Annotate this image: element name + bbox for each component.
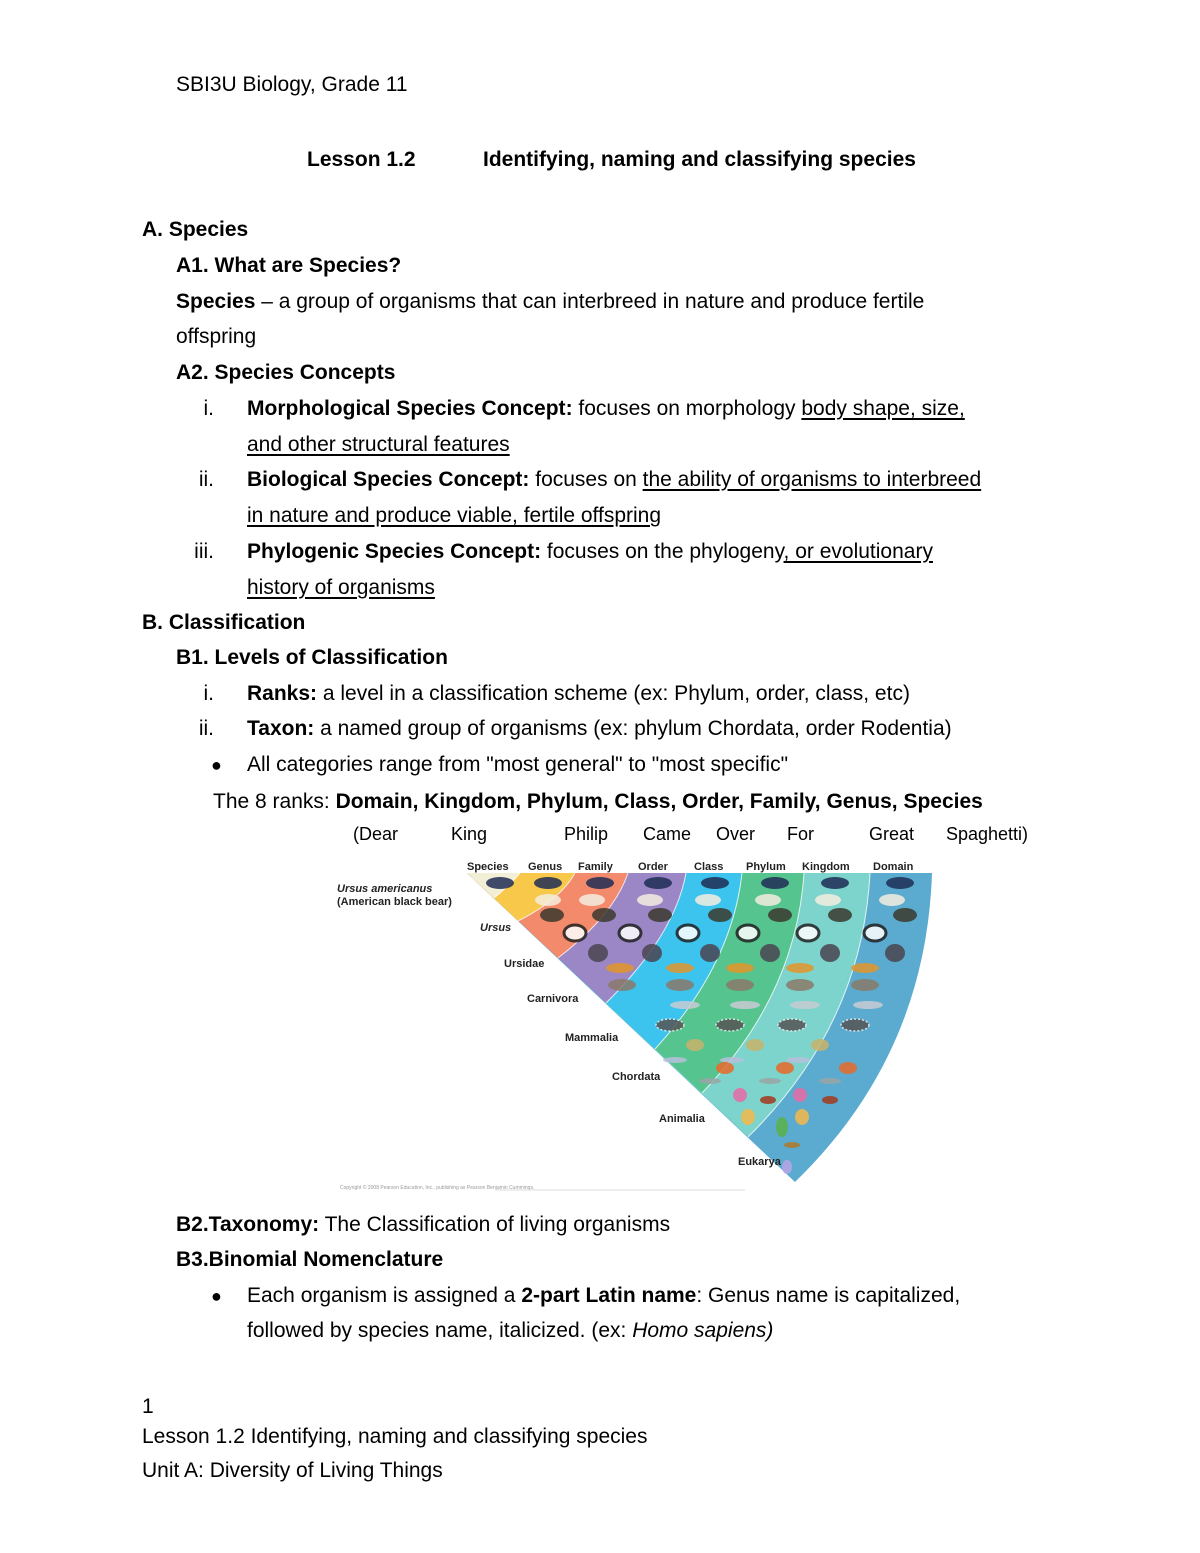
b2-heading: B2.Taxonomy: — [176, 1213, 320, 1236]
b2-taxonomy — [176, 1212, 670, 1238]
underlined-answer-cont: in nature and produce viable, fertile offspring — [247, 504, 662, 527]
mnemonic-word: Philip — [564, 824, 609, 844]
example-homo-sapiens: Homo sapiens) — [632, 1319, 774, 1342]
section-a-heading: A. Species — [142, 218, 249, 241]
ranks-label: The 8 ranks: — [213, 790, 336, 813]
course-header: SBI3U Biology, Grade 11 — [176, 73, 408, 96]
header-species: Species — [467, 861, 509, 873]
underlined-answer: the ability of organisms to interbreed — [642, 468, 982, 491]
list-number: iii. — [194, 540, 214, 563]
bullet-icon: ● — [211, 755, 222, 775]
header-phylum: Phylum — [746, 861, 786, 873]
morphological-concept: Morphological Species Concept: focuses on morphology body shape, size, — [247, 397, 965, 420]
underlined-answer: body shape, size, — [801, 397, 965, 420]
concept-term: Biological Species Concept: — [247, 468, 530, 491]
mnemonic-word: Came — [643, 824, 692, 844]
latin-name-term: 2-part Latin name — [521, 1284, 697, 1307]
list-number: i. — [203, 397, 214, 420]
list-number: i. — [203, 682, 214, 705]
a1-heading: A1. What are Species? — [176, 254, 402, 277]
phylogenic-concept: Phylogenic Species Concept: focuses on the phylogeny, or evolutionary — [247, 540, 933, 563]
b3-heading: B3.Binomial Nomenclature — [176, 1248, 444, 1271]
ranks-definition: Ranks: a level in a classification scheme (ex: Phylum, order, class, etc) — [247, 682, 910, 705]
biological-concept: Biological Species Concept: focuses on the ability of organisms to interbreed — [247, 468, 982, 491]
taxon-label-order: Carnivora — [527, 993, 579, 1005]
list-number: ii. — [198, 717, 214, 740]
underlined-answer-cont: history of organisms — [247, 576, 435, 599]
mnemonic-word: (Dear — [353, 824, 399, 844]
section-b-heading: B. Classification — [142, 611, 306, 634]
mnemonic-word: Spaghetti) — [946, 824, 1029, 844]
rank-column-headers — [467, 861, 914, 873]
taxon-label-family: Ursidae — [504, 958, 545, 970]
classification-wedge-figure — [330, 855, 950, 1195]
ranks-list: Domain, Kingdom, Phylum, Class, Order, Family, Genus, Species — [335, 790, 983, 813]
mnemonic-word: For — [787, 824, 814, 844]
taxon-label-class: Mammalia — [565, 1032, 619, 1044]
page-number: 1 — [142, 1395, 154, 1418]
footer-unit: Unit A: Diversity of Living Things — [142, 1459, 443, 1482]
species-definition — [176, 289, 924, 315]
lesson-number: Lesson 1.2 — [307, 148, 416, 171]
header-domain: Domain — [873, 861, 914, 873]
ranks-term: Ranks: — [247, 682, 318, 705]
bullet-icon: ● — [211, 1286, 222, 1306]
range-bullet-text: All categories range from "most general" to "most specific" — [247, 753, 789, 776]
mnemonic-word: King — [451, 824, 488, 844]
taxon-term: Taxon: — [247, 717, 315, 740]
concept-term: Morphological Species Concept — [247, 397, 566, 420]
footer-lesson: Lesson 1.2 Identifying, naming and classifying species — [142, 1425, 648, 1448]
mnemonic-word: Great — [869, 824, 915, 844]
list-number: ii. — [198, 468, 214, 491]
taxon-label-domain: Eukarya — [738, 1156, 781, 1168]
species-definition-cont: offspring — [176, 325, 257, 348]
taxon-label-genus: Ursus — [480, 922, 512, 934]
binomial-bullet-cont: followed by species name, italicized. (ex: Homo sapiens) — [247, 1319, 774, 1342]
header-family: Family — [578, 861, 613, 873]
mnemonic-word: Over — [716, 824, 756, 844]
taxon-label-phylum: Chordata — [612, 1071, 661, 1083]
species-common-name: (American black bear) — [337, 896, 452, 908]
species-scientific-name: Ursus americanus — [337, 883, 433, 895]
header-order: Order — [638, 861, 668, 873]
binomial-bullet: Each organism is assigned a 2-part Latin name: Genus name is capitalized, — [247, 1284, 961, 1307]
b1-heading: B1. Levels of Classification — [176, 646, 448, 669]
species-definition-text: – a group of organisms that can interbreed in nature and produce fertile — [255, 290, 925, 313]
taxon-label-kingdom: Animalia — [659, 1113, 705, 1125]
header-class: Class — [694, 861, 724, 873]
b2-text: The Classification of living organisms — [319, 1213, 671, 1236]
underlined-answer: , or evolutionary — [783, 540, 933, 563]
species-term: Species — [176, 290, 256, 313]
concept-term: Phylogenic Species Concept: — [247, 540, 542, 563]
a2-heading: A2. Species Concepts — [176, 361, 396, 384]
header-kingdom: Kingdom — [802, 861, 850, 873]
eight-ranks-line — [213, 789, 983, 815]
lesson-title: Identifying, naming and classifying species — [483, 148, 916, 171]
figure-copyright: Copyright © 2008 Pearson Education, Inc., publishing as Pearson Benjamin Cummings. — [340, 1185, 535, 1191]
taxon-definition: Taxon: a named group of organisms (ex: phylum Chordata, order Rodentia) — [247, 717, 952, 740]
underlined-answer-cont: and other structural features — [247, 433, 510, 456]
header-genus: Genus — [528, 861, 563, 873]
